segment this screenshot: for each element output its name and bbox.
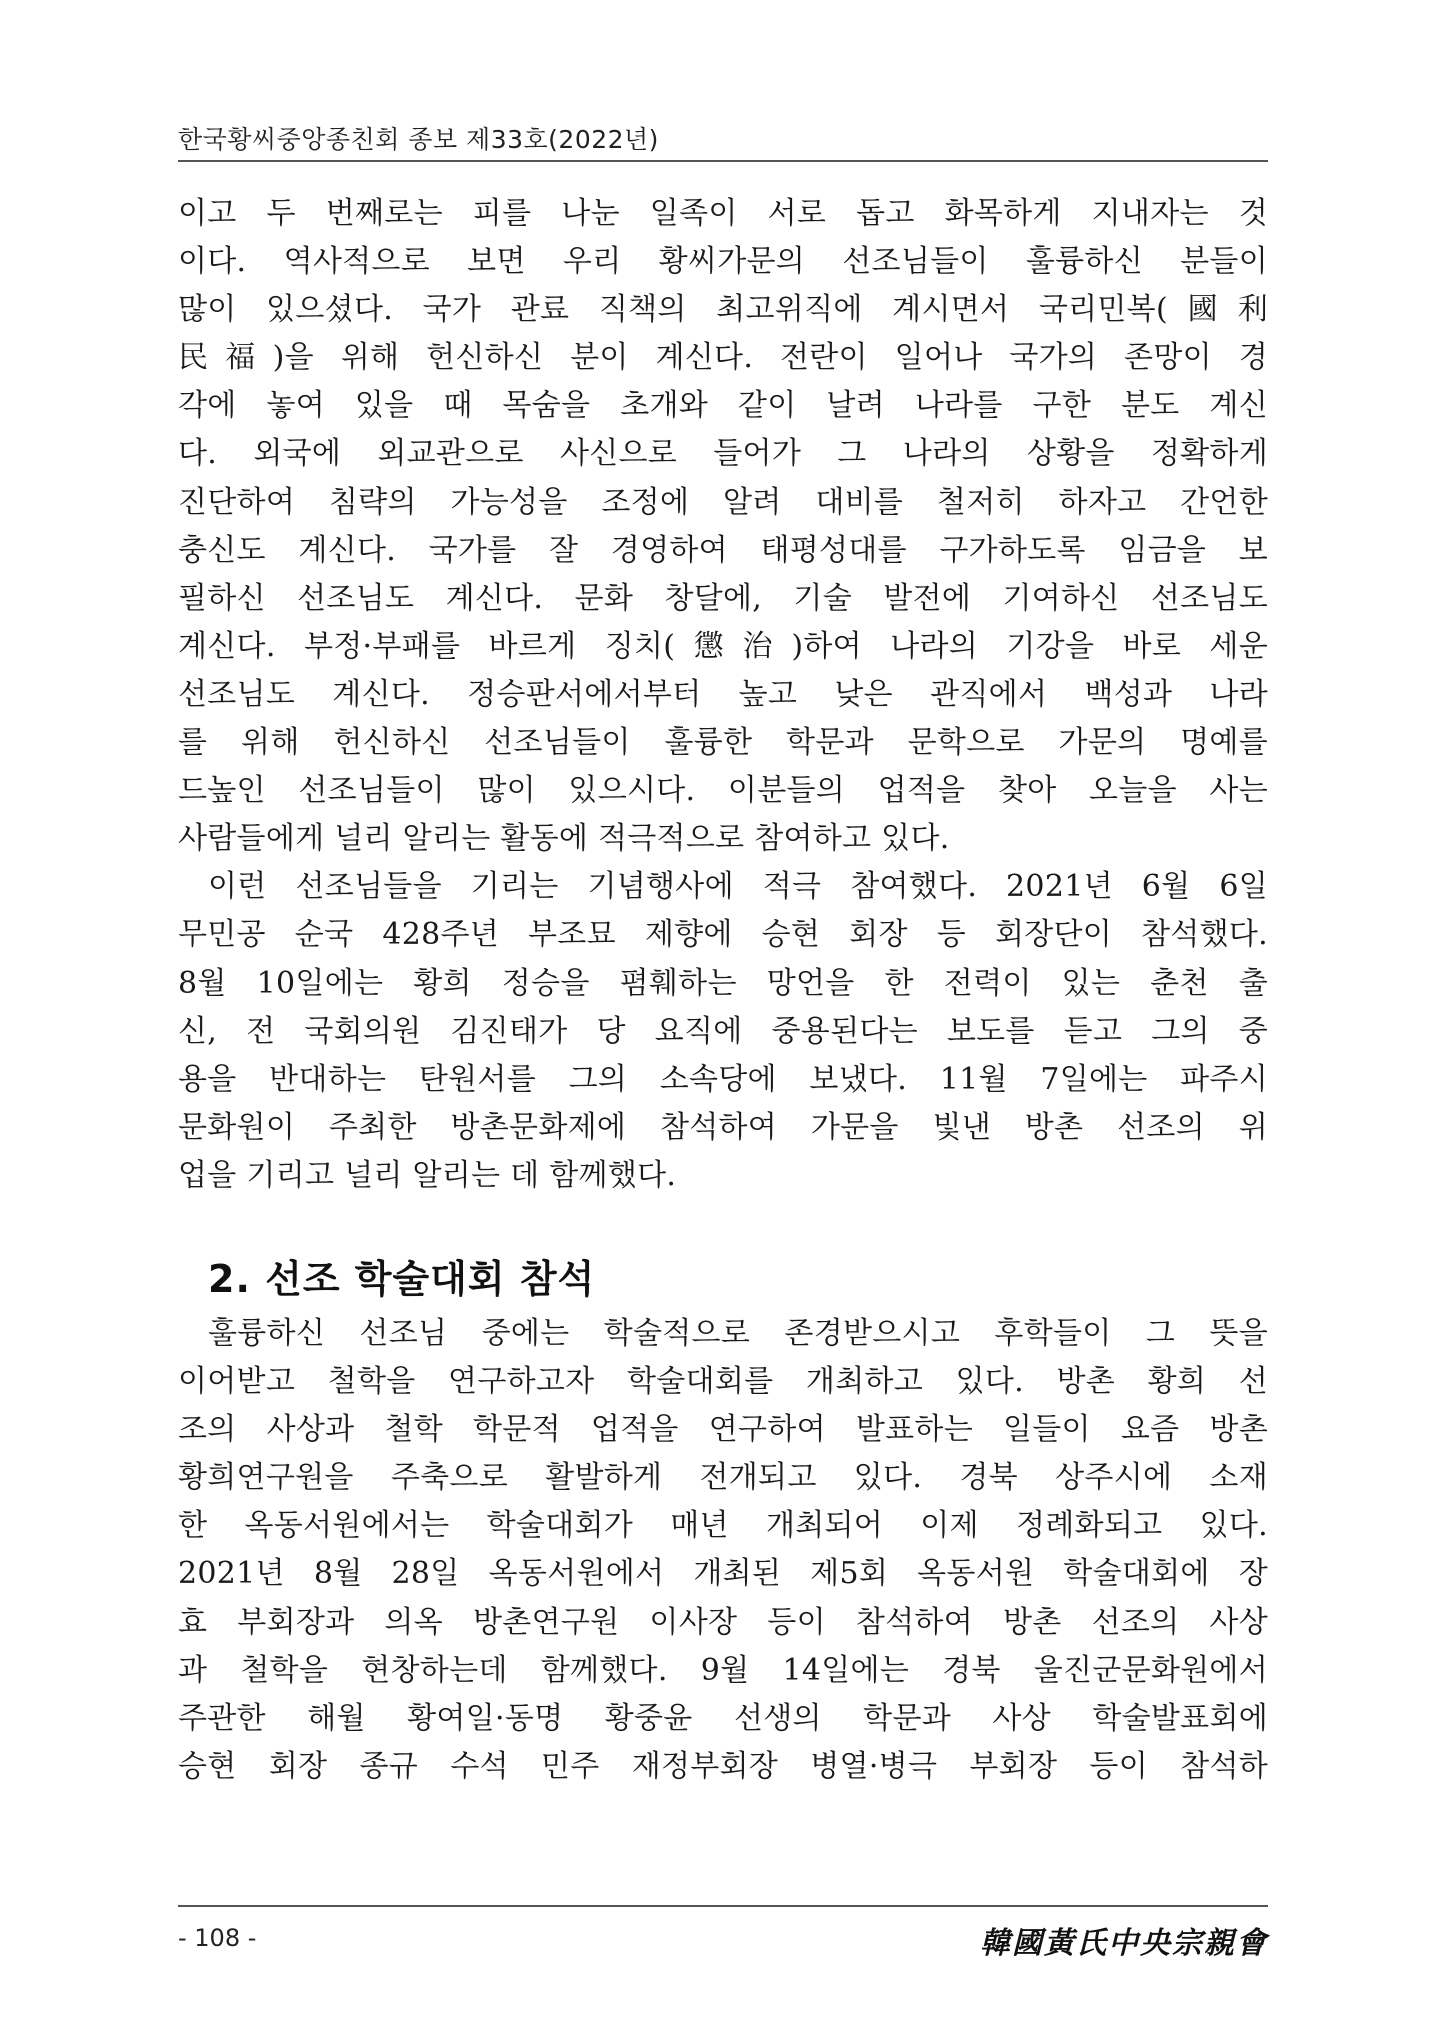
text-line: 한 옥동서원에서는 학술대회가 매년 개최되어 이제 정례화되고 있다.: [178, 1508, 1268, 1544]
text-line: 업을 기리고 널리 알리는 데 함께했다.: [178, 1157, 677, 1193]
paragraph-3: [178, 1310, 1268, 1791]
text-line: 황희연구원을 주축으로 활발하게 전개되고 있다. 경북 상주시에 소재: [178, 1460, 1268, 1496]
text-line: 훌륭하신 선조님 중에는 학술적으로 존경받으시고 후학들이 그 뜻을: [208, 1315, 1268, 1351]
paragraph-1: [178, 190, 1268, 863]
text-line: 다. 외국에 외교관으로 사신으로 들어가 그 나라의 상황을 정확하게: [178, 436, 1268, 472]
text-line: 문화원이 주최한 방촌문화제에 참석하여 가문을 빛낸 방촌 선조의 위: [178, 1109, 1268, 1145]
text-line: 드높인 선조님들이 많이 있으시다. 이분들의 업적을 찾아 오늘을 사는: [178, 773, 1268, 809]
text-line: 를 위해 헌신하신 선조님들이 훌륭한 학문과 문학으로 가문의 명예를: [178, 725, 1268, 761]
text-line: 필하신 선조님도 계신다. 문화 창달에, 기술 발전에 기여하신 선조님도: [178, 580, 1268, 616]
text-line: 무민공 순국 428주년 부조묘 제향에 승현 회장 등 회장단이 참석했다.: [178, 917, 1268, 953]
text-line: 이다. 역사적으로 보면 우리 황씨가문의 선조님들이 훌륭하신 분들이: [178, 244, 1268, 280]
text-line: 사람들에게 널리 알리는 활동에 적극적으로 참여하고 있다.: [178, 821, 950, 857]
text-line: 이고 두 번째로는 피를 나눈 일족이 서로 돕고 화목하게 지내자는 것: [178, 196, 1268, 231]
text-line: 용을 반대하는 탄원서를 그의 소속당에 보냈다. 11월 7일에는 파주시: [178, 1061, 1268, 1097]
text-line: 8월 10일에는 황희 정승을 폄훼하는 망언을 한 전력이 있는 춘천 출: [178, 965, 1268, 1001]
text-line: 선조님도 계신다. 정승판서에서부터 높고 낮은 관직에서 백성과 나라: [178, 676, 1268, 712]
publisher-logo-text: 韓國黃氏中央宗親會: [980, 1926, 1268, 1961]
text-line: 많이 있으셨다. 국가 관료 직책의 최고위직에 계시면서 국리민복(國利: [178, 292, 1268, 328]
text-line: 2021년 8월 28일 옥동서원에서 개최된 제5회 옥동서원 학술대회에 장: [178, 1556, 1268, 1592]
text-line: 이런 선조님들을 기리는 기념행사에 적극 참여했다. 2021년 6월 6일: [208, 869, 1268, 905]
header-divider: [178, 160, 1268, 162]
text-line: 계신다. 부정·부패를 바르게 징치(懲治)하여 나라의 기강을 바로 세운: [178, 628, 1268, 664]
text-line: 진단하여 침략의 가능성을 조정에 알려 대비를 철저히 하자고 간언한: [178, 484, 1268, 520]
text-line: 조의 사상과 철학 학문적 업적을 연구하여 발표하는 일들이 요즘 방촌: [178, 1412, 1268, 1448]
text-line: 民福)을 위해 헌신하신 분이 계신다. 전란이 일어나 국가의 존망이 경: [178, 340, 1268, 376]
page-number: - 108 -: [178, 1924, 257, 1952]
page-header-title: 한국황씨중앙종친회 종보 제33호(2022년): [178, 125, 659, 154]
text-line: 이어받고 철학을 연구하고자 학술대회를 개최하고 있다. 방촌 황희 선: [178, 1364, 1268, 1400]
text-line: 효 부회장과 의옥 방촌연구원 이사장 등이 참석하여 방촌 선조의 사상: [178, 1604, 1268, 1640]
text-line: 충신도 계신다. 국가를 잘 경영하여 태평성대를 구가하도록 임금을 보: [178, 532, 1268, 568]
text-line: 신, 전 국회의원 김진태가 당 요직에 중용된다는 보도를 듣고 그의 중: [178, 1013, 1268, 1049]
footer-divider: [178, 1905, 1268, 1907]
text-line: 주관한 해월 황여일·동명 황중윤 선생의 학문과 사상 학술발표회에: [178, 1700, 1268, 1736]
text-line: 각에 놓여 있을 때 목숨을 초개와 같이 날려 나라를 구한 분도 계신: [178, 388, 1268, 424]
page-body: [178, 190, 1268, 1791]
text-line: 승현 회장 종규 수석 민주 재정부회장 병열·병극 부회장 등이 참석하: [178, 1748, 1268, 1784]
section-heading: 2. 선조 학술대회 참석: [208, 1256, 596, 1301]
text-line: 과 철학을 현창하는데 함께했다. 9월 14일에는 경북 울진군문화원에서: [178, 1652, 1268, 1688]
paragraph-2: [178, 863, 1268, 1200]
